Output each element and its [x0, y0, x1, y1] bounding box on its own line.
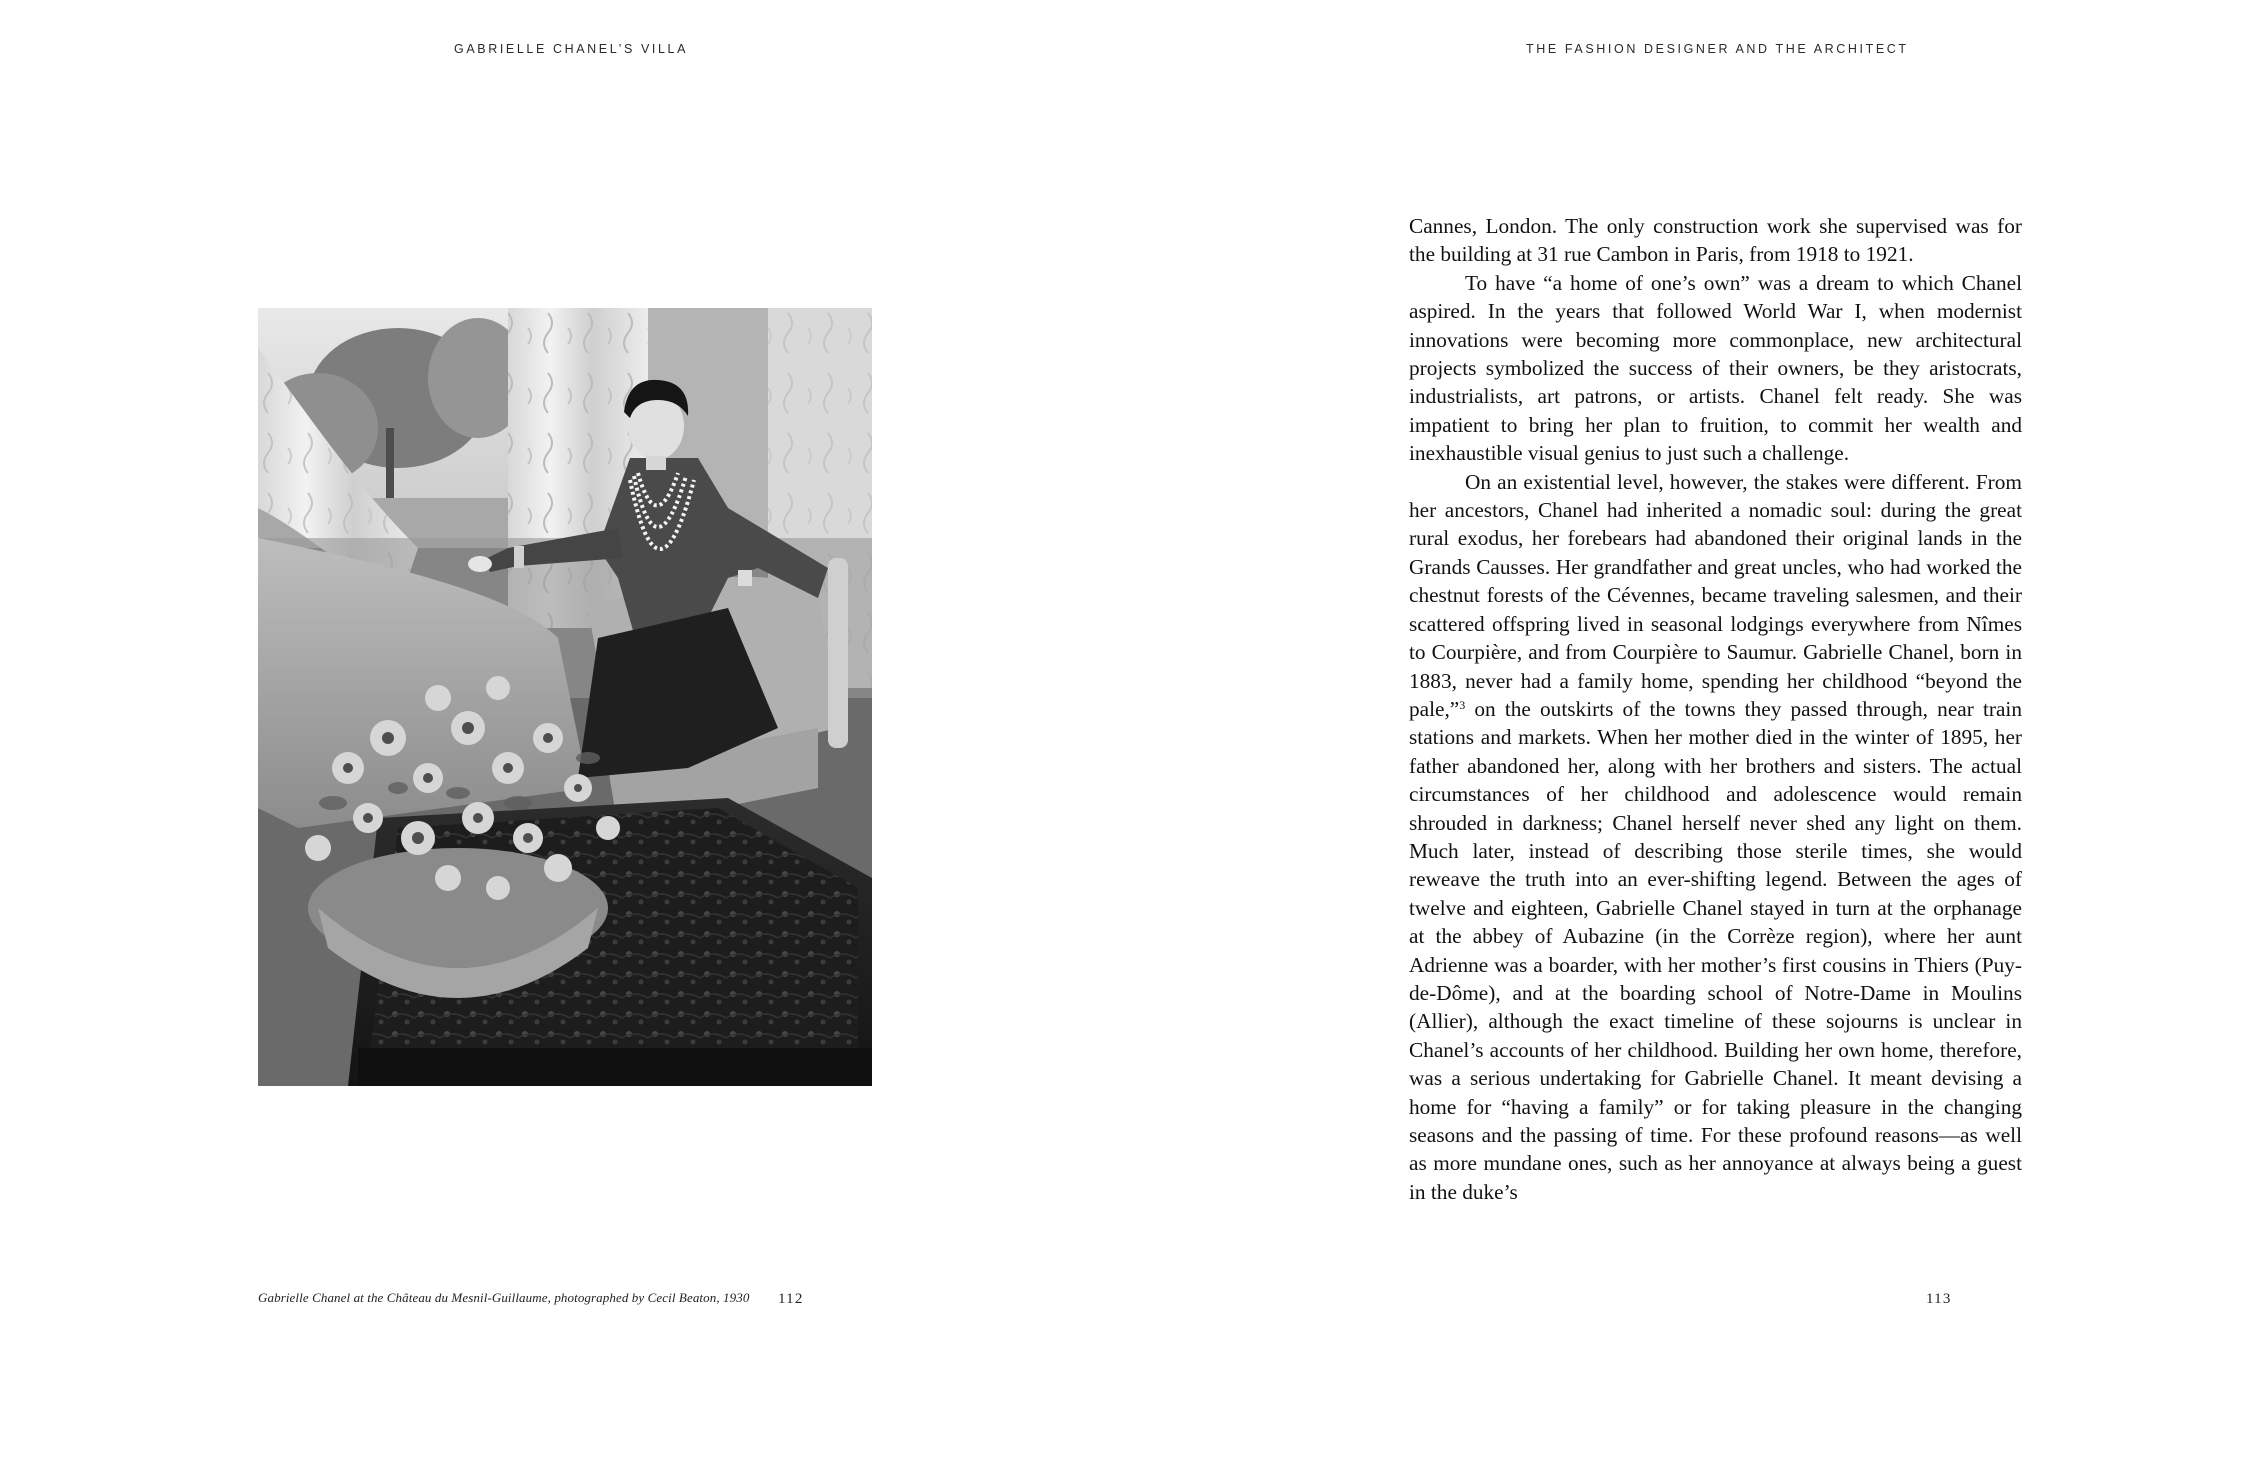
- page-number-right: 113: [1926, 1291, 1952, 1307]
- photo-caption: Gabrielle Chanel at the Château du Mesnil-Guillaume, photographed by Cecil Beaton, 1930: [258, 1290, 750, 1305]
- running-head-right: THE FASHION DESIGNER AND THE ARCHITECT: [1526, 42, 1909, 56]
- paragraph-text: On an existential level, however, the stakes were different. From her ancestors, Chanel had inherited a nomadic soul: during the great rural exodus, her forebears had abandoned their original lands in the Grands Causses. Her grandfather and great uncles, who had worked the chestnut forests of the Cévennes, became traveling salesmen, and their scattered offspring lived in seasonal lodgings everywhere from Nîmes to Courpière, and from Courpière to Saumur. Gabrielle Chanel, born in 1883, never had a family home, spending her childhood “beyond the pale,”: [1409, 469, 2022, 721]
- page-number-left: 112: [778, 1291, 804, 1307]
- paragraph: Cannes, London. The only construction work she supervised was for the building at 31 rue Cambon in Paris, from 1918 to 1921.: [1409, 214, 2022, 267]
- footnote-reference[interactable]: 3: [1459, 697, 1466, 712]
- running-head-left: GABRIELLE CHANEL’S VILLA: [454, 42, 689, 56]
- paragraph-text: on the outskirts of the towns they passed through, near train stations and markets. When her mother died in the winter of 1895, her father abandoned her, along with her brothers and sisters. The actual circumstances of her childhood and adolescence would remain shrouded in darkness; Chanel herself never shed any light on them. Much later, instead of describing those sterile times, she would reweave the truth into an ever-shifting legend. Between the ages of twelve and eighteen, Gabrielle Chanel stayed in turn at the orphanage at the abbey of Aubazine (in the Corrèze region), where her aunt Adrienne was a boarder, with her mother’s first cousins in Thiers (Puy-de-Dôme), and at the boarding school of Notre-Dame in Moulins (Allier), although the exact timeline of these sojourns is unclear in Chanel’s accounts of her childhood. Building her own home, therefore, was a serious undertaking for Gabrielle Chanel. It meant devising a home for “having a family” or for taking pleasure in the changing seasons and the passing of time. For these profound reasons—as well as more mundane ones, such as her annoyance at always being a guest in the duke’s: [1409, 696, 2022, 1204]
- photograph-illustration: [258, 308, 872, 1086]
- photograph-chanel-portrait: [258, 308, 872, 1086]
- paragraph: To have “a home of one’s own” was a dream to which Chanel aspired. In the years that followed World War I, when modernist innovations were becoming more commonplace, new architectural projects symbolized the success of their owners, be they aristocrats, industrialists, art patrons, or artists. Chanel felt ready. She was impatient to bring her plan to fruition, to commit her wealth and inexhaustible visual genius to just such a challenge.: [1409, 270, 2022, 466]
- paragraph: [1409, 468, 2022, 1207]
- body-text: [1409, 212, 2022, 1206]
